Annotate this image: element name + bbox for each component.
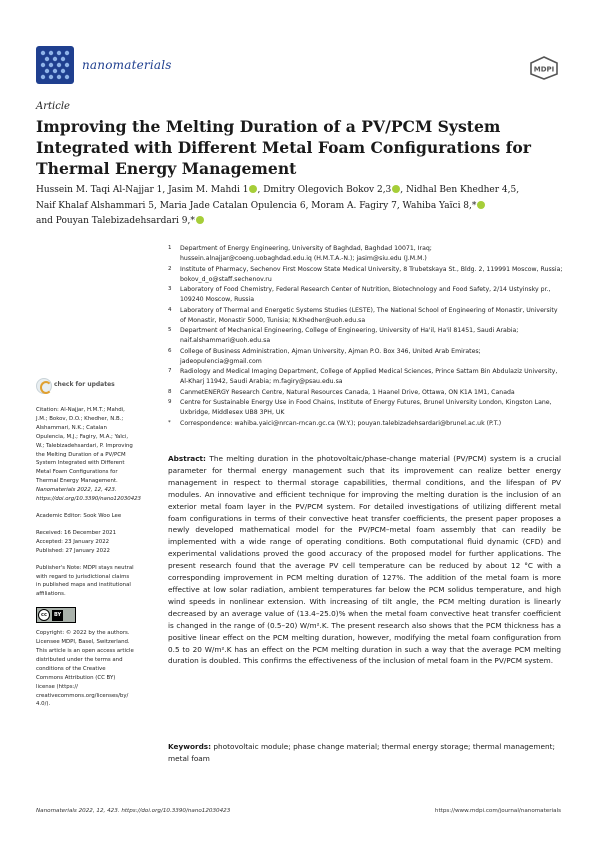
check-updates-icon [36, 378, 52, 394]
published-date: Published: 27 January 2022 [36, 547, 110, 554]
orcid-icon[interactable] [196, 216, 204, 224]
author-line-2: Naif Khalaf Alshammari 5, Maria Jade Catalan Opulencia 6, Moram A. Fagiry 7, Wahiba Yaïci 8,* [36, 199, 561, 215]
affiliation-list [168, 244, 563, 429]
article-type: Article [36, 101, 70, 112]
keywords-text: photovoltaic module; phase change material; thermal energy storage; thermal management; metal foam [168, 742, 555, 763]
journal-name: nanomaterials [82, 58, 172, 72]
author-line-1: Hussein M. Taqi Al-Najjar 1, Jasim M. Mahdi 1 , Dmitry Olegovich Bokov 2,3 , Nidhal Ben Khedher 4,5, [36, 185, 520, 195]
orcid-icon[interactable] [477, 201, 485, 209]
cc-by-license-badge[interactable] [36, 607, 76, 623]
check-for-updates-button[interactable]: check for updates [36, 378, 134, 406]
keywords [168, 741, 561, 765]
journal-logo-icon [36, 46, 74, 84]
author-list [36, 183, 561, 230]
correspondence: * Correspondence: wahiba.yaici@nrcan-rncan.gc.ca (W.Y.); pouyan.talebizadehsardari@brunel.ac.uk (P.T.) [168, 419, 502, 427]
publisher-name: MDPI [533, 65, 555, 74]
dates-block [36, 529, 134, 556]
affiliation-item: 4 Laboratory of Thermal and Energetic Systems Studies (LESTE), The National School of Engineering of Monastir, University of Monastir, Monastir 5000, Tunisia; N.Khedher@uoh.edu.sa [168, 306, 558, 324]
keywords-label: Keywords: [168, 742, 212, 751]
abstract [168, 453, 561, 667]
affiliation-item: 3 Laboratory of Food Chemistry, Federal Research Center of Nutrition, Biotechnology and Food Safety, 2/14 Ustyinsky pr., 109240 Moscow, Russia [168, 286, 551, 303]
abstract-text: The melting duration in the photovoltaic/phase-change material (PV/PCM) system is a crucial parameter for thermal energy management such that its improvement can realize better energy management in respect to thermal storage capabilities, thermal conditions, and the lifespan of PV modules. An innovative and efficient technique for improving the melting duration is the inclusion of an exterior metal foam layer in the PV/PCM system. For detailed investigations of utilizing different metal foam configurations in terms of their convective heat transfer coefficients, the present paper proposes a newly developed mathematical model for the PV/PCM–metal foam assembly that can readily be implemented with a wide range of operating conditions. Both computational fluid dynamic (CFD) and experimental validations proved the good accuracy of the proposed model for further applications. The present research found that the average PV cell temperature can be reduced by about 12 °C with a corresponding improvement in PCM melting duration of 127%. The addition of the metal foam is more effective at low solar radiation, ambient temperatures far below the PCM solidus temperature, and high wind speeds in nonlinear extension. With increasing of tilt angle, the PCM melting duration is linearly decreased by an average value of (13.4–25.0)% when the metal foam convective heat transfer coefficient is changed in the range of (0.5–20) W/m².K. The present research also shows that the PCM thickness has a positive linear effect on the PCM melting duration, however, modifying the metal foam configuration from 0.5 to 20 W/m².K has an effect on the PCM melting duration in such a way that the average PCM melting duration is doubled. This confirms the effectiveness of the inclusion of metal foam in the PV/PCM system. [168, 454, 562, 666]
by-icon: BY [52, 610, 63, 621]
affiliation-item: 9 Centre for Sustainable Energy Use in Food Chains, Institute of Energy Futures, Brunel University London, Kingston Lane, Uxbridge, Middlesex UB8 3PH, UK [168, 399, 552, 416]
footer-journal-link[interactable]: https://www.mdpi.com/journal/nanomaterials [434, 808, 561, 814]
academic-editor: Academic Editor: Sook Woo Lee [36, 512, 122, 519]
affiliation-item: 8 CanmetENERGY Research Centre, Natural Resources Canada, 1 Haanel Drive, Ottawa, ON K1A 1M1, Canada [168, 388, 515, 396]
affiliation-item: 2 Institute of Pharmacy, Sechenov First Moscow State Medical University, 8 Trubetskaya St., Bldg. 2, 119991 Moscow, Russia; bokov_d_o@staff.sechenov.ru [168, 265, 563, 283]
article-sidebar [36, 378, 141, 717]
accepted-date: Accepted: 23 January 2022 [36, 538, 110, 545]
mdpi-logo-icon [529, 56, 559, 80]
paper-title: Improving the Melting Duration of a PV/PCM System Integrated with Different Metal Foam Configurations for Thermal Energy Management [36, 117, 531, 178]
affiliation-item: 5 Department of Mechanical Engineering, College of Engineering, University of Ha'il, Ha'il 81451, Saudi Arabia; naif.alshammari@uoh.edu.sa [168, 327, 519, 344]
cc-icon: cc [38, 609, 50, 621]
abstract-label: Abstract: [168, 454, 206, 463]
copyright-notice: Copyright: © 2022 by the authors. Licensee MDPI, Basel, Switzerland. This article is an open access article distributed under the terms and conditions of the Creative Commons Attribution (CC BY) license (https:// creativecommons.org/licenses/by/ 4.0/). [36, 630, 134, 708]
footer-citation: Nanomaterials 2022, 12, 423. https://doi.org/10.3390/nano12030423 [36, 808, 231, 814]
affiliation-item: 1 Department of Energy Engineering, University of Baghdad, Baghdad 10071, Iraq; hussein.alnajjar@coeng.uobaghdad.edu.iq (H.M.T.A.-N.); jasim@siu.edu (J.M.M.) [168, 245, 432, 262]
citation-block: Citation: Al-Najjar, H.M.T.; Mahdi, J.M.; Bokov, D.O.; Khedher, N.B.; Alshammari, N.K.; Catalan Opulencia, M.J.; Fagiry, M.A.; Yaïci, W.; Talebizadehsardari, P. Improving the Melting Duration of a PV/PCM System Integrated with Different Metal Foam Configurations for Thermal Energy Management. Nanomaterials 2022, 12, 423. https://doi.org/10.3390/nano12030423 [36, 407, 141, 503]
affiliation-item: 7 Radiology and Medical Imaging Department, College of Applied Medical Sciences, Prince Sattam Bin Abdulaziz University, Al-Kharj 11942, Saudi Arabia; m.fagiry@psau.edu.sa [168, 368, 558, 385]
affiliation-item: 6 College of Business Administration, Ajman University, Ajman P.O. Box 346, United Arab Emirates; jadeopulencia@gmail.com [168, 347, 481, 365]
author-line-3: and Pouyan Talebizadehsardari 9,* [36, 214, 561, 230]
journal-header [36, 46, 559, 86]
received-date: Received: 16 December 2021 [36, 529, 117, 536]
publisher-note: Publisher's Note: MDPI stays neutral with regard to jurisdictional claims in published maps and institutional affiliations. [36, 564, 134, 598]
